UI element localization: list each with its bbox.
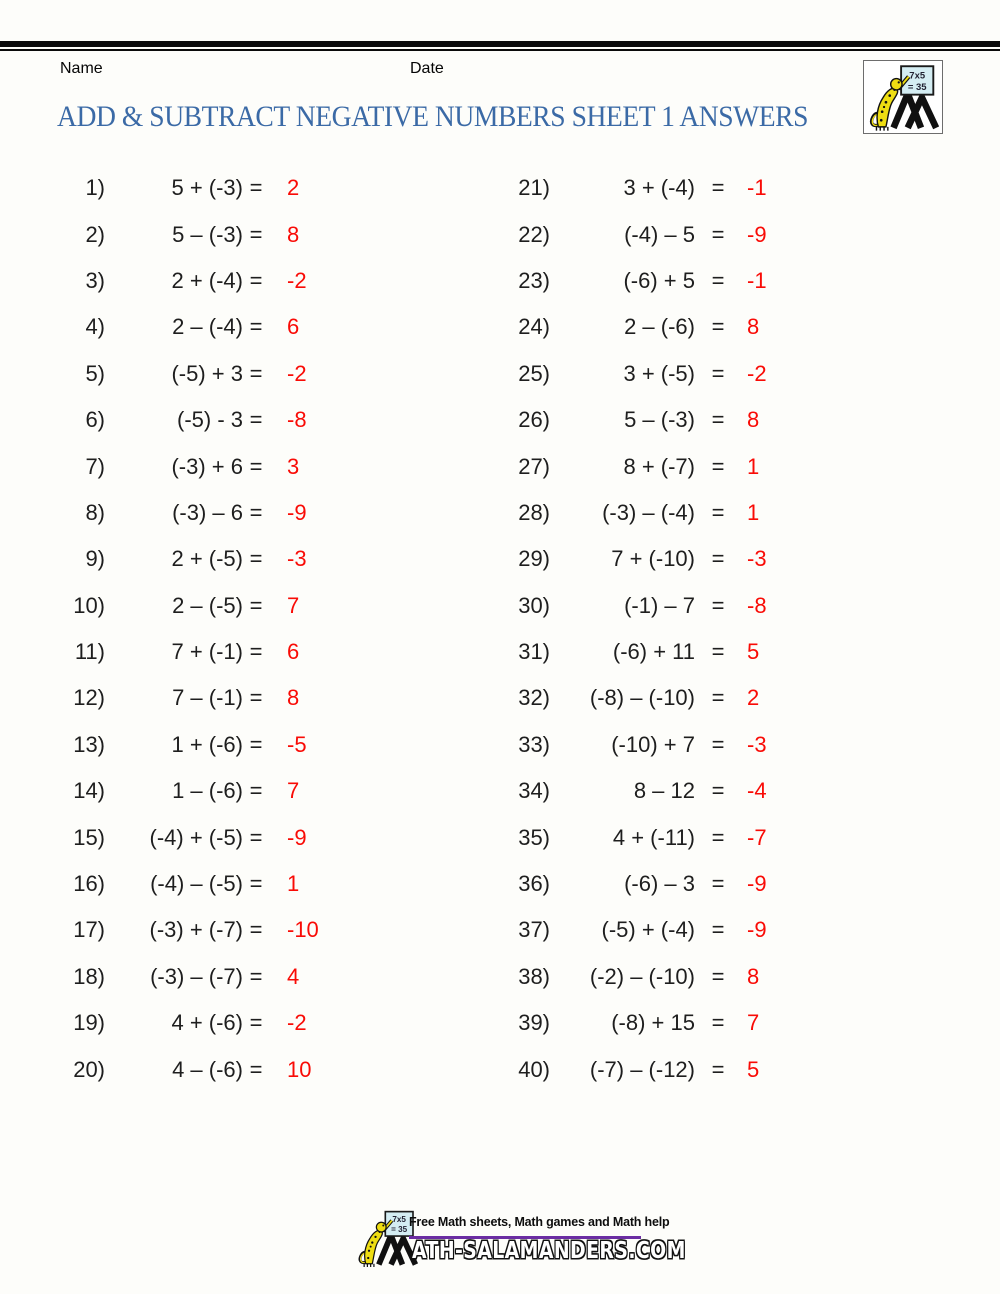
equals-sign: = — [711, 453, 725, 479]
problem-number: 21) — [518, 175, 550, 201]
equals-sign: = — [711, 639, 725, 665]
equals-sign: = — [249, 546, 263, 572]
problem-expression: (-5) - 3 — [177, 407, 243, 433]
equals-sign: = — [249, 1056, 263, 1082]
problem-expression: (-5) + 3 — [171, 360, 243, 386]
problem-expression: 2 – (-5) — [172, 592, 243, 618]
problem-number: 4) — [85, 314, 105, 340]
answer-value: -2 — [747, 360, 767, 386]
problem-expression: (-6) + 11 — [612, 639, 695, 665]
equals-sign: = — [711, 1056, 725, 1082]
problem-expression: 5 + (-3) — [171, 175, 243, 201]
equals-sign: = — [249, 685, 263, 711]
problem-number: 36) — [518, 871, 550, 897]
equals-sign: = — [249, 871, 263, 897]
answer-value: 8 — [287, 685, 300, 711]
equals-sign: = — [249, 314, 263, 340]
answer-value: 7 — [287, 592, 300, 618]
problem-number: 39) — [518, 1010, 550, 1036]
equals-sign: = — [249, 499, 263, 525]
equals-sign: = — [249, 407, 263, 433]
equals-sign: = — [249, 1010, 263, 1036]
problem-number: 12) — [73, 685, 105, 711]
equals-sign: = — [249, 453, 263, 479]
equals-sign: = — [711, 871, 725, 897]
answer-value: -8 — [747, 592, 767, 618]
top-rule-thin — [0, 49, 1000, 51]
equals-sign: = — [249, 824, 263, 850]
problem-number: 24) — [518, 314, 550, 340]
problem-expression: (-3) – 6 — [172, 499, 243, 525]
problem-expression: (-6) + 5 — [623, 267, 695, 293]
equals-sign: = — [249, 175, 263, 201]
equals-sign: = — [711, 592, 725, 618]
equals-sign: = — [711, 917, 725, 943]
problem-expression: (-4) + (-5) — [149, 824, 243, 850]
equals-sign: = — [711, 546, 725, 572]
problem-expression: 1 – (-6) — [172, 778, 243, 804]
problem-expression: 4 + (-6) — [171, 1010, 243, 1036]
answer-value: -5 — [287, 731, 307, 757]
page-title: ADD & SUBTRACT NEGATIVE NUMBERS SHEET 1 ANSWERS — [57, 100, 808, 133]
equals-sign: = — [711, 731, 725, 757]
answer-value: 3 — [287, 453, 300, 479]
answer-value: 1 — [747, 499, 760, 525]
problem-number: 29) — [518, 546, 550, 572]
equals-sign: = — [711, 963, 725, 989]
equals-sign: = — [711, 314, 725, 340]
answer-value: -2 — [287, 360, 307, 386]
problem-number: 28) — [518, 499, 550, 525]
problem-number: 16) — [73, 871, 105, 897]
answer-value: 2 — [747, 685, 760, 711]
problem-expression: 2 – (-4) — [172, 314, 243, 340]
problem-number: 26) — [518, 407, 550, 433]
problem-number: 18) — [73, 963, 105, 989]
equals-sign: = — [711, 175, 725, 201]
answer-value: 5 — [747, 1056, 760, 1082]
problem-expression: (-5) + (-4) — [601, 917, 695, 943]
answer-value: -2 — [287, 1010, 307, 1036]
problem-number: 11) — [74, 639, 105, 665]
problem-expression: (-7) – (-12) — [589, 1056, 695, 1082]
answer-value: -7 — [747, 824, 767, 850]
top-rule-thick — [0, 41, 1000, 47]
answer-value: 2 — [287, 175, 300, 201]
answer-value: -2 — [287, 267, 307, 293]
problem-number: 5) — [85, 360, 105, 386]
problem-number: 10) — [73, 592, 105, 618]
answer-value: -9 — [747, 221, 767, 247]
problem-number: 1) — [85, 175, 105, 201]
problem-number: 31) — [518, 639, 550, 665]
name-label: Name — [60, 60, 103, 77]
equals-sign: = — [249, 639, 263, 665]
answer-value: 8 — [747, 407, 760, 433]
footer-tagline: Free Math sheets, Math games and Math help — [409, 1215, 670, 1229]
equals-sign: = — [711, 407, 725, 433]
equals-sign: = — [249, 592, 263, 618]
equals-sign: = — [711, 824, 725, 850]
problem-expression: 8 + (-7) — [623, 453, 695, 479]
problem-expression: 2 + (-4) — [171, 267, 243, 293]
problem-number: 27) — [518, 453, 550, 479]
equals-sign: = — [711, 685, 725, 711]
answer-value: 1 — [747, 453, 760, 479]
equals-sign: = — [249, 963, 263, 989]
problem-expression: 5 – (-3) — [624, 407, 695, 433]
answer-value: -1 — [747, 267, 767, 293]
problem-number: 38) — [518, 963, 550, 989]
problem-expression: 4 + (-11) — [612, 824, 695, 850]
answer-value: 6 — [287, 314, 300, 340]
answer-value: -9 — [287, 824, 307, 850]
problem-number: 32) — [518, 685, 550, 711]
problem-expression: (-10) + 7 — [611, 731, 695, 757]
problem-expression: (-2) – (-10) — [589, 963, 695, 989]
salamander-logo-icon — [867, 64, 939, 131]
equals-sign: = — [711, 221, 725, 247]
problem-expression: (-3) – (-7) — [150, 963, 243, 989]
problem-expression: (-4) – 5 — [624, 221, 695, 247]
equals-sign: = — [711, 1010, 725, 1036]
answer-value: -9 — [287, 499, 307, 525]
equals-sign: = — [249, 731, 263, 757]
problem-expression: (-6) – 3 — [624, 871, 695, 897]
problem-number: 20) — [73, 1056, 105, 1082]
equals-sign: = — [711, 499, 725, 525]
problem-expression: 7 + (-10) — [611, 546, 695, 572]
date-label: Date — [410, 60, 444, 77]
problem-expression: 8 – 12 — [633, 778, 695, 804]
problem-number: 40) — [518, 1056, 550, 1082]
answer-value: -10 — [287, 917, 319, 943]
problem-number: 33) — [518, 731, 550, 757]
problem-expression: 1 + (-6) — [171, 731, 243, 757]
problem-expression: 2 + (-5) — [171, 546, 243, 572]
problem-number: 9) — [85, 546, 105, 572]
answer-value: -3 — [747, 546, 767, 572]
answer-value: -4 — [747, 778, 767, 804]
problem-expression: 3 + (-5) — [623, 360, 695, 386]
problem-number: 30) — [518, 592, 550, 618]
equals-sign: = — [711, 360, 725, 386]
problem-expression: (-1) – 7 — [624, 592, 695, 618]
problem-expression: (-8) + 15 — [611, 1010, 695, 1036]
problem-number: 6) — [85, 407, 105, 433]
problem-number: 17) — [73, 917, 105, 943]
problem-expression: 5 – (-3) — [172, 221, 243, 247]
problems-column-left — [57, 165, 365, 1093]
problem-number: 3) — [85, 267, 105, 293]
problem-expression: 2 – (-6) — [624, 314, 695, 340]
answer-value: 10 — [287, 1056, 312, 1082]
problem-number: 22) — [518, 221, 550, 247]
answer-value: -1 — [747, 175, 767, 201]
problem-number: 7) — [85, 453, 105, 479]
problem-expression: (-4) – (-5) — [150, 871, 243, 897]
answer-value: -3 — [287, 546, 307, 572]
equals-sign: = — [249, 221, 263, 247]
equals-sign: = — [249, 778, 263, 804]
problems-column-right — [470, 165, 831, 1093]
problem-number: 35) — [518, 824, 550, 850]
problem-number: 19) — [73, 1010, 105, 1036]
problem-number: 34) — [518, 778, 550, 804]
problem-expression: 7 + (-1) — [171, 639, 243, 665]
problem-expression: 4 – (-6) — [172, 1056, 243, 1082]
answer-value: 1 — [287, 871, 300, 897]
problem-expression: (-3) + 6 — [171, 453, 243, 479]
problem-number: 13) — [73, 731, 105, 757]
problem-number: 37) — [518, 917, 550, 943]
problem-expression: (-3) + (-7) — [149, 917, 243, 943]
equals-sign: = — [249, 917, 263, 943]
problem-number: 2) — [85, 221, 105, 247]
problem-expression: 7 – (-1) — [172, 685, 243, 711]
problem-number: 14) — [73, 778, 105, 804]
answer-value: 5 — [747, 639, 760, 665]
problem-expression: (-3) – (-4) — [602, 499, 695, 525]
site-name: ATH-SALAMANDERS.COM — [412, 1238, 686, 1264]
problem-number: 8) — [85, 499, 105, 525]
answer-value: 8 — [747, 314, 760, 340]
answer-value: 4 — [287, 963, 300, 989]
answer-value: 8 — [747, 963, 760, 989]
answer-value: -9 — [747, 871, 767, 897]
equals-sign: = — [249, 267, 263, 293]
brand-logo-box — [863, 60, 943, 134]
answer-value: -8 — [287, 407, 307, 433]
answer-value: -9 — [747, 917, 767, 943]
answer-value: 6 — [287, 639, 300, 665]
equals-sign: = — [711, 267, 725, 293]
equals-sign: = — [249, 360, 263, 386]
equals-sign: = — [711, 778, 725, 804]
problem-expression: 3 + (-4) — [623, 175, 695, 201]
answer-value: -3 — [747, 731, 767, 757]
answer-value: 8 — [287, 221, 300, 247]
problem-number: 15) — [73, 824, 105, 850]
problem-number: 25) — [518, 360, 550, 386]
footer-logo — [356, 1206, 686, 1280]
problem-number: 23) — [518, 267, 550, 293]
answer-value: 7 — [287, 778, 300, 804]
problem-expression: (-8) – (-10) — [589, 685, 695, 711]
answer-value: 7 — [747, 1010, 760, 1036]
